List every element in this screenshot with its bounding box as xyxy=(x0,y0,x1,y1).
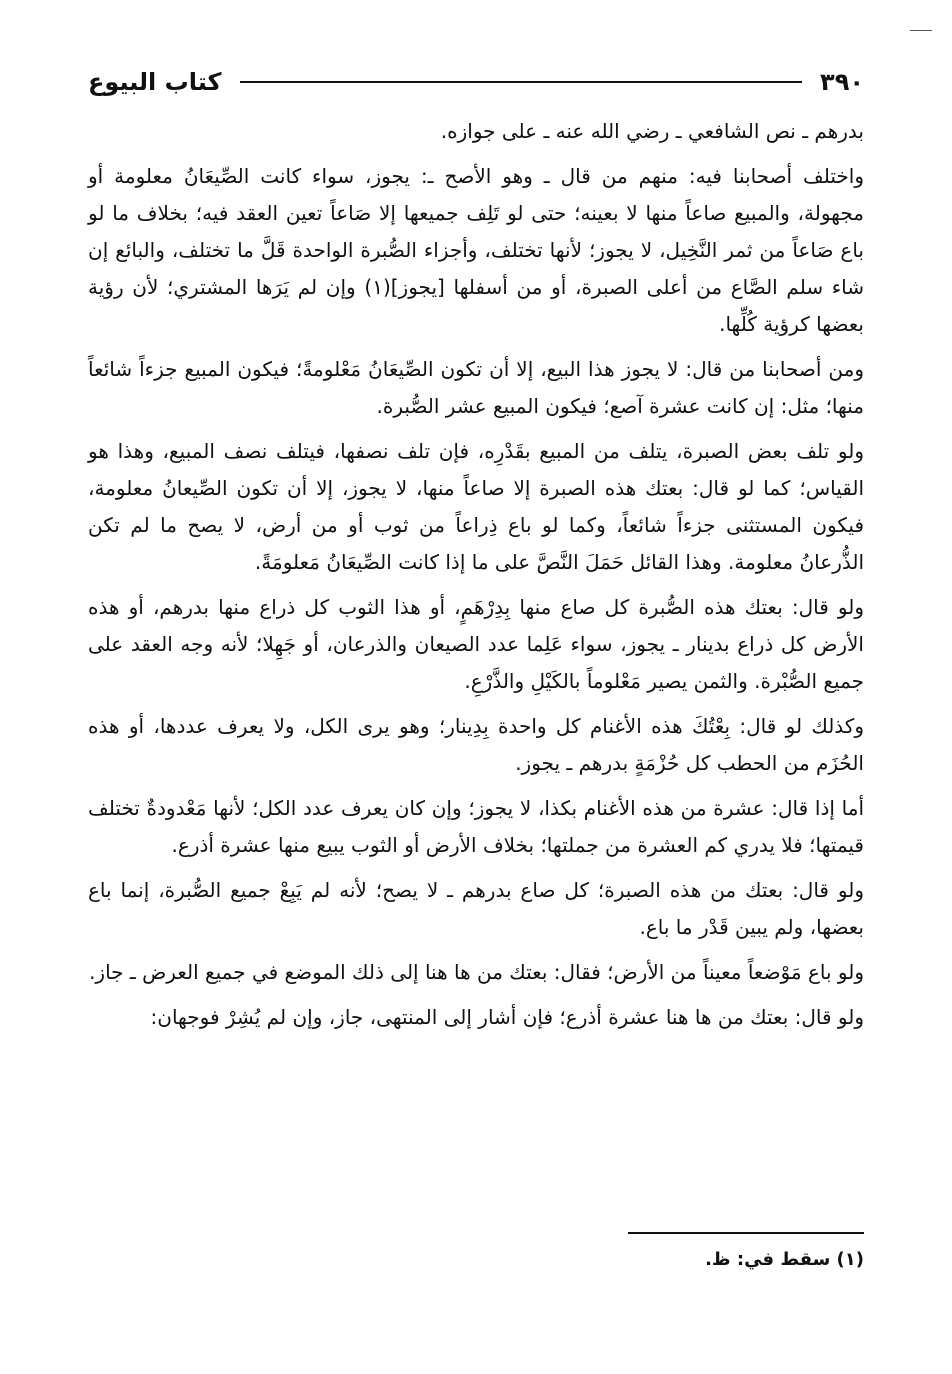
paragraph: ولو تلف بعض الصبرة، يتلف من المبيع بقَدْرِه، فإن تلف نصفها، فيتلف نصف المبيع، وهذا هو القياس؛ كما لو قال: بعتك هذه الصبرة إلا صاعاً منها، لا يجوز، إلا أن تكون الصِّيعانُ معلومة، فيكون المستثنى جزءاً شائعاً، وكما لو باع ذِراعاً من ثوب أو من أرض، لا يصح ما لم تكن الذُّرعانُ معلومة. وهذا القائل حَمَلَ النَّصَّ على ما إذا كانت الصِّيعَانُ مَعلومَةً. xyxy=(88,439,864,574)
page-header xyxy=(88,62,864,102)
paragraph: بدرهم ـ نص الشافعي ـ رضي الله عنه ـ على جوازه. xyxy=(440,119,864,143)
footnote: (١) سقط في: ظ. xyxy=(705,1249,864,1270)
paragraph: ومن أصحابنا من قال: لا يجوز هذا البيع، إلا أن تكون الصِّيعَانُ مَعْلومةً؛ فيكون المبيع جزءاً شائعاً منها؛ مثل: إن كانت عشرة آصع؛ فيكون المبيع عشر الصُّبرة. xyxy=(88,357,864,418)
paragraph: ولو قال: بعتك هذه الصُّبرة كل صاع منها بِدِرْهَمٍ، أو هذا الثوب كل ذراع منها بدرهم، أو هذه الأرض كل ذراع بدينار ـ يجوز، سواء عَلِما عدد الصيعان والذرعان، أو جَهِلا؛ لأنه وجه العقد على جميع الصُّبْرة. والثمن يصير مَعْلوماً بالكَيْلِ والذَّرْعِ. xyxy=(88,595,864,693)
paragraph: واختلف أصحابنا فيه: منهم من قال ـ وهو الأصح ـ: يجوز، سواء كانت الصِّيعَانُ معلومة أو مجهولة، والمبيع صاعاً منها لا بعينه؛ حتى لو تَلِف جميعها إلا صَاعاً تعين العقد فيه؛ بخلاف ما لو باع صَاعاً من ثمر النَّخِيل، لا يجوز؛ لأنها تختلف، وأجزاء الصُّبرة الواحدة قَلَّ ما تختلف، والبائع إن شاء سلم الصَّاع من أعلى الصبرة، أو من أسفلها [يجوز](١) وإن لم يَرَها المشتري؛ لأن رؤية بعضها كرؤية كُلِّها. xyxy=(88,164,864,336)
corner-mark xyxy=(910,30,932,31)
paragraph: ولو قال: بعتك من هذه الصبرة؛ كل صاع بدرهم ـ لا يصح؛ لأنه لم يَبِعْ جميع الصُّبرة، إنما باع بعضها، ولم يبين قَدْر ما باع. xyxy=(88,878,864,939)
paragraph: وكذلك لو قال: بِعْتُكَ هذه الأغنام كل واحدة بِدِينار؛ وهو يرى الكل، ولا يعرف عددها، أو هذه الحُزَم من الحطب كل حُزْمَةٍ بدرهم ـ يجوز. xyxy=(88,714,864,775)
running-title: كتاب البيوع xyxy=(88,68,222,96)
footnote-rule xyxy=(628,1232,864,1234)
body-text xyxy=(88,113,864,1044)
paragraph: أما إذا قال: عشرة من هذه الأغنام بكذا، لا يجوز؛ وإن كان يعرف عدد الكل؛ لأنها مَعْدودةٌ تختلف قيمتها؛ فلا يدري كم العشرة من جملتها؛ بخلاف الأرض أو الثوب يبيع منها عشرة أذرع. xyxy=(88,796,864,857)
page-number: ٣٩٠ xyxy=(820,68,864,96)
paragraph: ولو قال: بعتك من ها هنا عشرة أذرع؛ فإن أشار إلى المنتهى، جاز، وإن لم يُشِرْ فوجهان: xyxy=(150,1005,864,1029)
header-rule xyxy=(240,81,803,83)
paragraph: ولو باع مَوْضعاً معيناً من الأرض؛ فقال: بعتك من ها هنا إلى ذلك الموضع في جميع العرض ـ جاز. xyxy=(89,960,864,984)
